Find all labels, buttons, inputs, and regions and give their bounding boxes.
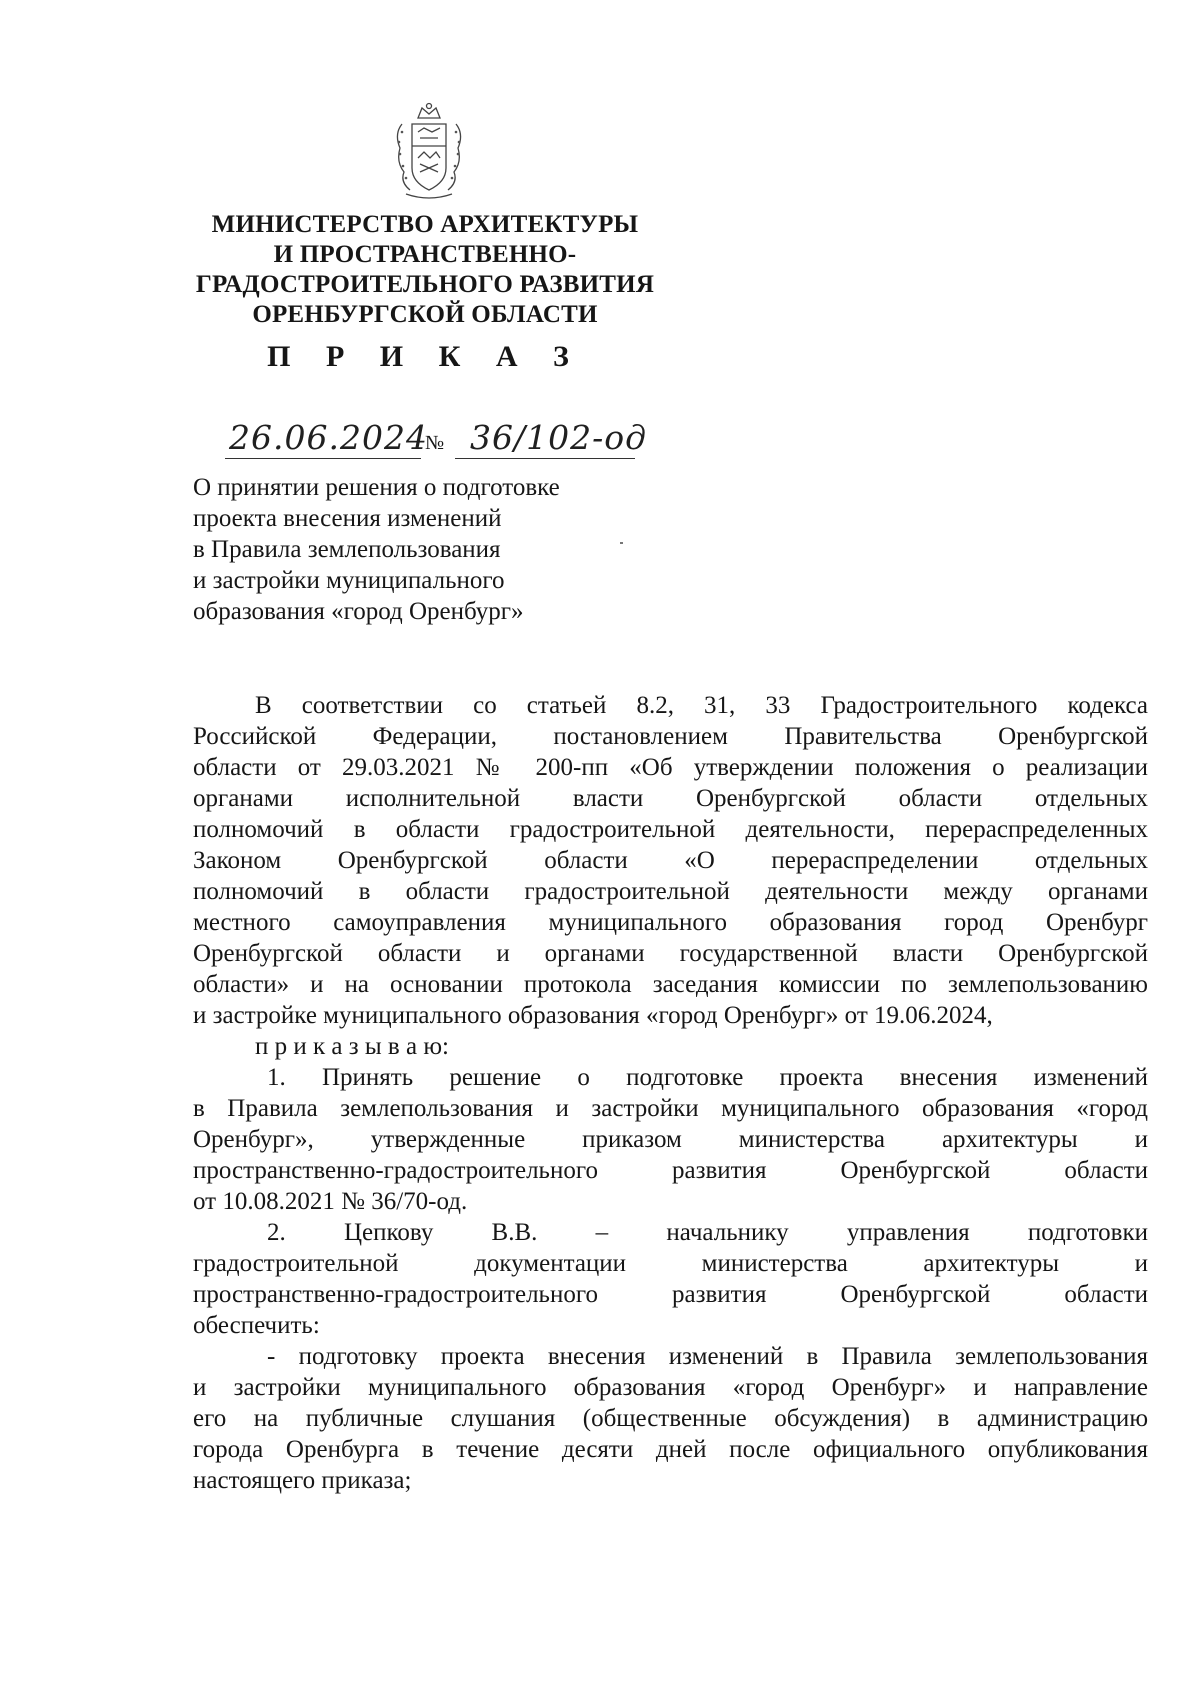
item-1-line: 1. Принять решение о подготовке проекта внесения изменений — [267, 1064, 1148, 1091]
item-2-subpoint-line: и застройки муниципального образования «город Оренбург» и направление — [193, 1374, 1148, 1401]
item-2-subpoint-line: города Оренбурга в течение десяти дней после официального опубликования — [193, 1436, 1148, 1463]
ministry-name — [190, 210, 660, 330]
order-number-handwritten: 36/102-од — [470, 418, 648, 457]
order-date-number-line — [225, 418, 648, 470]
item-2-line: обеспечить: — [193, 1312, 320, 1339]
item-1-line: от 10.08.2021 № 36/70-од. — [193, 1188, 468, 1215]
subject-line: и застройки муниципального — [193, 567, 505, 594]
order-date-handwritten: 26.06.2024 — [229, 418, 428, 457]
subject-line: в Правила землепользования — [193, 536, 501, 563]
item-2-line: пространственно-градостроительного развития Оренбургской области — [193, 1281, 1148, 1308]
item-2-subpoint-line: его на публичные слушания (общественные обсуждения) в администрацию — [193, 1405, 1148, 1432]
date-underline — [225, 458, 421, 459]
preamble-line: В соответствии со статьей 8.2, 31, 33 Градостроительного кодекса — [255, 692, 1148, 719]
item-2-line: 2. Цепкову В.В. – начальнику управления подготовки — [267, 1219, 1148, 1246]
ministry-line: МИНИСТЕРСТВО АРХИТЕКТУРЫ — [211, 211, 639, 238]
preamble-line: полномочий в области градостроительной деятельности между органами — [193, 878, 1148, 905]
ministry-line: И ПРОСТРАНСТВЕННО- — [273, 241, 577, 268]
item-1-line: Оренбург», утвержденные приказом министерства архитектуры и — [193, 1126, 1148, 1153]
preamble-line: местного самоуправления муниципального образования город Оренбург — [193, 909, 1148, 936]
ministry-line: ОРЕНБУРГСКОЙ ОБЛАСТИ — [252, 301, 598, 328]
preamble-line: Оренбургской области и органами государственной власти Оренбургской — [193, 940, 1148, 967]
preamble-line: области от 29.03.2021 № 200-пп «Об утверждении положения о реализации — [193, 754, 1148, 781]
coat-of-arms-emblem — [388, 102, 470, 202]
directive-word: п р и к а з ы в а ю: — [255, 1033, 449, 1060]
item-1-line: в Правила землепользования и застройки муниципального образования «город — [193, 1095, 1148, 1122]
preamble-line: Законом Оренбургской области «О перераспределении отдельных — [193, 847, 1148, 874]
number-underline — [455, 458, 635, 459]
item-2-subpoint-line: настоящего приказа; — [193, 1467, 412, 1494]
preamble-line: органами исполнительной власти Оренбургской области отдельных — [193, 785, 1148, 812]
preamble-line: полномочий в области градостроительной деятельности, перераспределенных — [193, 816, 1148, 843]
item-2-subpoint-line: - подготовку проекта внесения изменений в Правила землепользования — [267, 1343, 1148, 1370]
scan-speck — [620, 542, 623, 544]
order-subject — [193, 472, 653, 627]
ministry-line: ГРАДОСТРОИТЕЛЬНОГО РАЗВИТИЯ — [195, 271, 655, 298]
subject-line: О принятии решения о подготовке — [193, 474, 560, 501]
preamble-line: и застройке муниципального образования «город Оренбург» от 19.06.2024, — [193, 1002, 993, 1029]
preamble-line: области» и на основании протокола заседания комиссии по землепользованию — [193, 971, 1148, 998]
item-1-line: пространственно-градостроительного развития Оренбургской области — [193, 1157, 1148, 1184]
subject-line: проекта внесения изменений — [193, 505, 502, 532]
preamble-line: Российской Федерации, постановлением Правительства Оренбургской — [193, 723, 1148, 750]
order-title: П Р И К А З — [267, 340, 583, 373]
number-sign: № — [425, 432, 445, 454]
subject-line: образования «город Оренбург» — [193, 598, 524, 625]
item-2-line: градостроительной документации министерства архитектуры и — [193, 1250, 1148, 1277]
order-body — [193, 690, 1148, 1496]
